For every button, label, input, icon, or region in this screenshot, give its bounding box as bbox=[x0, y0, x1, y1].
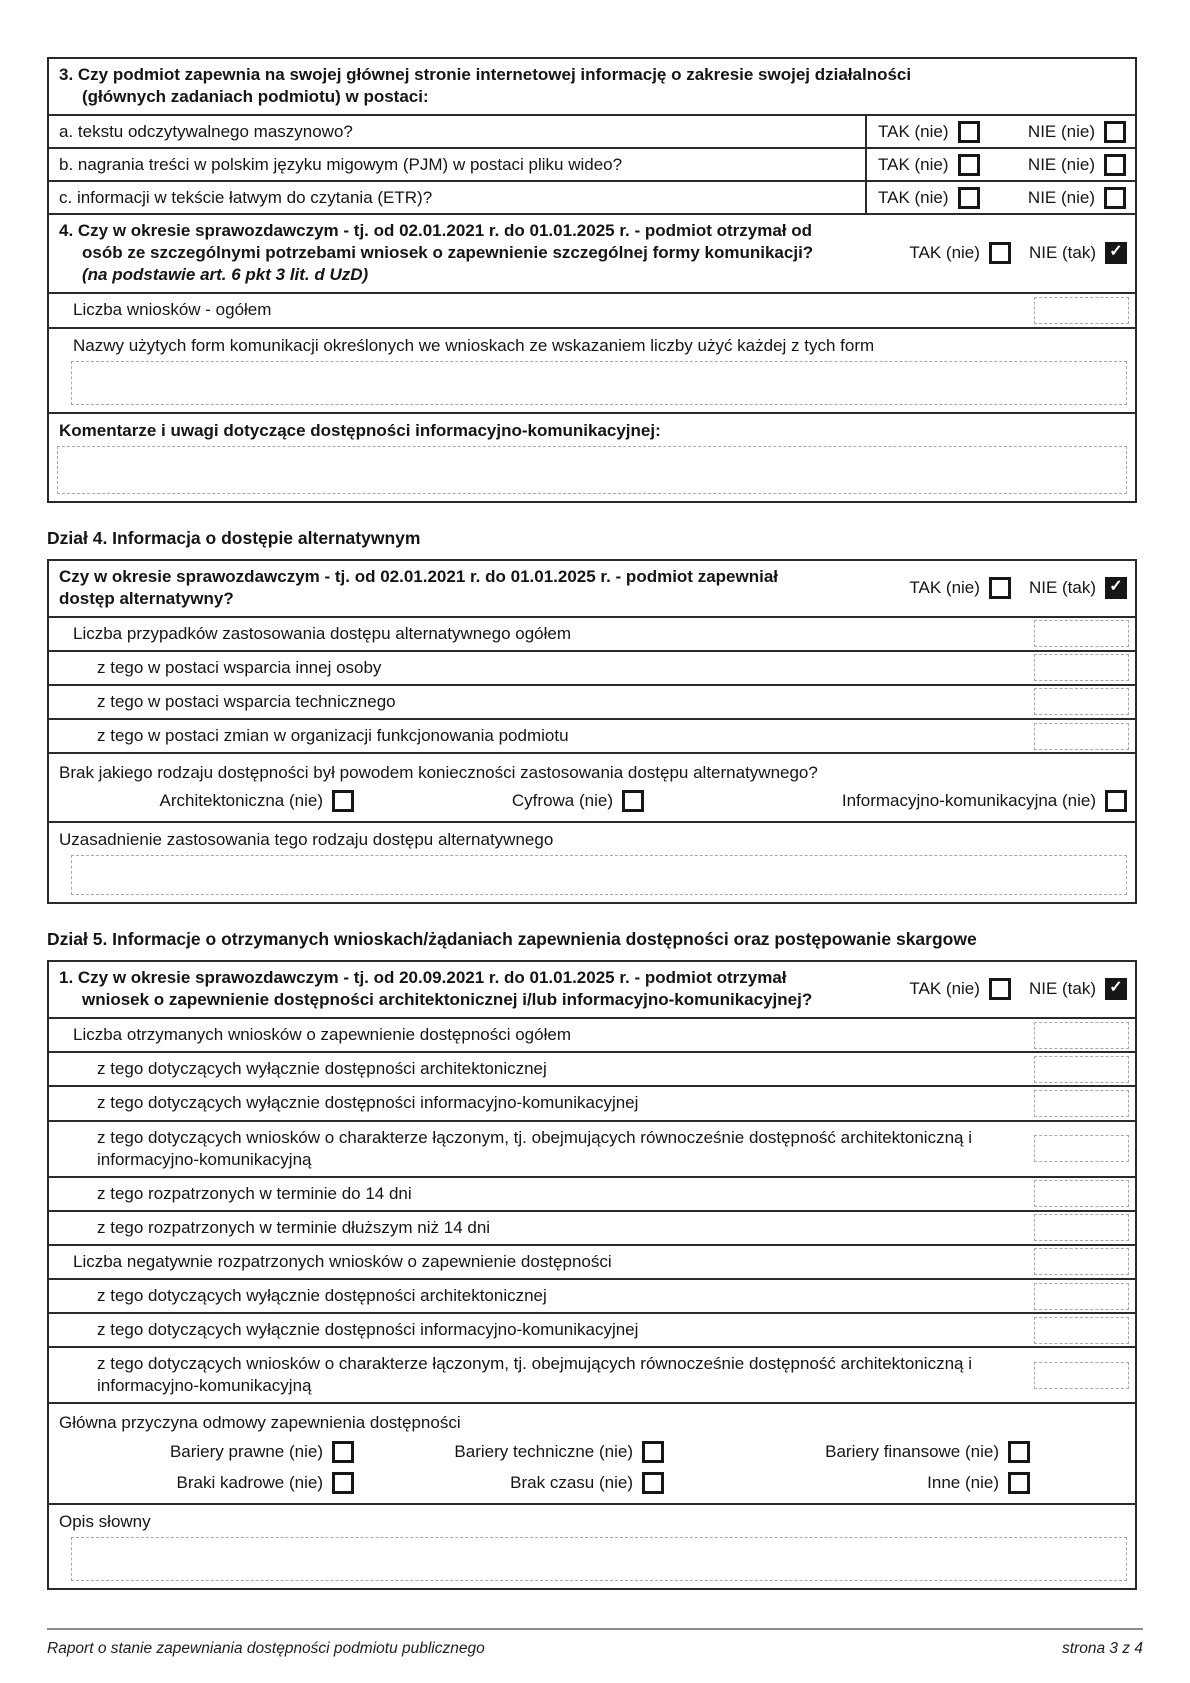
dzial-5-heading: Dział 5. Informacje o otrzymanych wnioskach/żądaniach zapewnienia dostępności oraz postępowanie skargowe bbox=[47, 929, 977, 950]
checkbox-inne[interactable] bbox=[1008, 1472, 1030, 1494]
nie-label: NIE (nie) bbox=[1027, 121, 1095, 141]
komentarze-label: Komentarze i uwagi dotyczące dostępności informacyjno-komunikacyjnej: bbox=[59, 420, 661, 440]
checkbox-4-tak[interactable] bbox=[989, 242, 1011, 264]
d5-row-8 bbox=[49, 1312, 1135, 1346]
nie-label: NIE (nie) bbox=[1027, 187, 1095, 207]
question-4-answer bbox=[839, 242, 1127, 264]
question-3b-row bbox=[49, 147, 1135, 180]
nie-label: NIE (tak) bbox=[1028, 577, 1096, 597]
question-3c-label: c. informacji w tekście łatwym do czytania (ETR)? bbox=[59, 187, 433, 207]
input-d5-row-5[interactable] bbox=[1034, 1214, 1129, 1241]
check-icon: ✓ bbox=[1109, 979, 1123, 997]
question-3b-label: b. nagrania treści w polskim języku migowym (PJM) w postaci pliku wideo? bbox=[59, 154, 623, 174]
reason-option bbox=[354, 790, 644, 812]
checkbox-3a-nie[interactable] bbox=[1104, 121, 1126, 143]
d4-row-label: z tego w postaci wsparcia innej osoby bbox=[97, 657, 382, 677]
d4-reason-row bbox=[49, 752, 1135, 821]
d5-row-label: z tego dotyczących wyłącznie dostępności informacyjno-komunikacyjnej bbox=[97, 1093, 639, 1113]
checkbox-3b-tak[interactable] bbox=[958, 154, 980, 176]
checkbox-d5-tak[interactable] bbox=[989, 978, 1011, 1000]
answer-tak-group bbox=[909, 242, 1011, 264]
d5-refusal-label: Główna przyczyna odmowy zapewnienia dostępności bbox=[59, 1413, 461, 1433]
nie-label: NIE (tak) bbox=[1028, 243, 1096, 263]
tak-label: TAK (nie) bbox=[909, 577, 980, 597]
input-d5-row-1[interactable] bbox=[1034, 1056, 1129, 1083]
question-3a-row bbox=[49, 114, 1135, 147]
question-3b-answer bbox=[865, 149, 1135, 180]
dzial-4-heading: Dział 4. Informacja o dostępie alternatywnym bbox=[47, 527, 421, 548]
reason-option bbox=[644, 790, 1127, 812]
nie-label: NIE (nie) bbox=[1027, 154, 1095, 174]
input-liczba-przypadkow[interactable] bbox=[1034, 620, 1129, 647]
d5-refusal-options bbox=[49, 1439, 1135, 1494]
d5-opis-row bbox=[49, 1503, 1135, 1588]
input-opis-slowny[interactable] bbox=[71, 1537, 1127, 1581]
dzial-5-question-row bbox=[49, 962, 1135, 1017]
input-nazwy-form[interactable] bbox=[71, 361, 1127, 405]
dzial-4-answer bbox=[839, 577, 1127, 599]
footer-document-title: Raport o stanie zapewniania dostępności podmiotu publicznego bbox=[47, 1640, 485, 1657]
question-3c-answer bbox=[865, 182, 1135, 213]
d4-uzasadnienie-label: Uzasadnienie zastosowania tego rodzaju dostępu alternatywnego bbox=[59, 830, 554, 850]
d5-row-label: z tego rozpatrzonych w terminie dłuższym niż 14 dni bbox=[97, 1217, 491, 1237]
checkbox-3a-tak[interactable] bbox=[958, 121, 980, 143]
input-wsparcie-innej-osoby[interactable] bbox=[1034, 654, 1129, 681]
option-label: Bariery finansowe (nie) bbox=[825, 1441, 999, 1461]
refusal-option bbox=[354, 1472, 664, 1494]
section-3-4-table bbox=[47, 57, 1137, 503]
checkbox-bariery-prawne[interactable] bbox=[332, 1441, 354, 1463]
answer-tak-group bbox=[878, 121, 980, 143]
question-3c-row bbox=[49, 180, 1135, 213]
option-label: Informacyjno-komunikacyjna (nie) bbox=[841, 791, 1096, 811]
d5-row-label: Liczba negatywnie rozpatrzonych wniosków o zapewnienie dostępności bbox=[73, 1251, 612, 1271]
input-uzasadnienie[interactable] bbox=[71, 855, 1127, 895]
nazwy-form-row bbox=[49, 327, 1135, 412]
d5-row-label: z tego dotyczących wyłącznie dostępności architektonicznej bbox=[97, 1059, 547, 1079]
checkbox-d4-tak[interactable] bbox=[989, 577, 1011, 599]
input-d5-row-3[interactable] bbox=[1034, 1135, 1129, 1162]
checkbox-brak-czasu[interactable] bbox=[642, 1472, 664, 1494]
tak-label: TAK (nie) bbox=[878, 187, 949, 207]
checkbox-informacyjno-komunikacyjna[interactable] bbox=[1105, 790, 1127, 812]
question-4-text bbox=[59, 220, 831, 286]
refusal-option bbox=[354, 1441, 664, 1463]
checkbox-3c-tak[interactable] bbox=[958, 187, 980, 209]
komentarze-row bbox=[49, 412, 1135, 501]
page-content bbox=[47, 57, 1137, 1590]
input-d5-row-8[interactable] bbox=[1034, 1317, 1129, 1344]
question-3-text: 3. Czy podmiot zapewnia na swojej głównej stronie internetowej informację o zakresie swojej działalności (głównych zadaniach podmiotu) w postaci: bbox=[59, 65, 912, 107]
d4-uzasadnienie-row bbox=[49, 821, 1135, 902]
d5-row-label: z tego dotyczących wyłącznie dostępności informacyjno-komunikacyjnej bbox=[97, 1320, 639, 1340]
d5-row-1 bbox=[49, 1051, 1135, 1085]
option-label: Bariery prawne (nie) bbox=[169, 1441, 323, 1461]
answer-nie-group bbox=[1028, 187, 1126, 209]
d5-row-5 bbox=[49, 1210, 1135, 1244]
input-d5-row-6[interactable] bbox=[1034, 1248, 1129, 1275]
d5-row-label: Liczba otrzymanych wniosków o zapewnienie dostępności ogółem bbox=[73, 1025, 571, 1045]
input-liczba-wnioskow[interactable] bbox=[1034, 297, 1129, 324]
answer-nie-group bbox=[1029, 978, 1127, 1000]
d5-row-2 bbox=[49, 1085, 1135, 1119]
answer-tak-group bbox=[878, 154, 980, 176]
d5-row-9 bbox=[49, 1346, 1135, 1402]
d4-reason-options bbox=[49, 788, 1135, 812]
d4-row-ogolem bbox=[49, 616, 1135, 650]
input-d5-row-4[interactable] bbox=[1034, 1180, 1129, 1207]
input-d5-row-2[interactable] bbox=[1034, 1090, 1129, 1117]
refusal-option bbox=[664, 1441, 1030, 1463]
checkbox-d5-nie[interactable] bbox=[1105, 978, 1127, 1000]
d4-row-wsparcie-techniczne bbox=[49, 684, 1135, 718]
checkbox-braki-kadrowe[interactable] bbox=[332, 1472, 354, 1494]
reason-option bbox=[49, 790, 354, 812]
refusal-option bbox=[49, 1472, 354, 1494]
checkbox-3c-nie[interactable] bbox=[1104, 187, 1126, 209]
d5-row-0 bbox=[49, 1017, 1135, 1051]
footer-page-number: strona 3 z 4 bbox=[1062, 1640, 1143, 1657]
option-label: Inne (nie) bbox=[927, 1472, 999, 1492]
check-icon: ✓ bbox=[1109, 577, 1123, 595]
question-4-note: (na podstawie art. 6 pkt 3 lit. d UzD) bbox=[82, 265, 369, 285]
option-label: Cyfrowa (nie) bbox=[511, 791, 613, 811]
d5-row-6 bbox=[49, 1244, 1135, 1278]
refusal-option bbox=[49, 1441, 354, 1463]
liczba-wnioskow-label: Liczba wniosków - ogółem bbox=[73, 300, 272, 320]
checkbox-bariery-techniczne[interactable] bbox=[642, 1441, 664, 1463]
answer-nie-group bbox=[1028, 154, 1126, 176]
tak-label: TAK (nie) bbox=[909, 979, 980, 999]
d5-row-label: z tego dotyczących wniosków o charakterze łączonym, tj. obejmujących równocześnie dostępność architektoniczną i informacyjno-komunikacyjną bbox=[97, 1354, 972, 1396]
question-3-row bbox=[49, 59, 1135, 114]
input-zmiany-organizacji[interactable] bbox=[1034, 723, 1129, 750]
question-3a-answer bbox=[865, 116, 1135, 147]
option-label: Brak czasu (nie) bbox=[510, 1472, 633, 1492]
dzial-5-answer bbox=[839, 978, 1127, 1000]
d5-opis-label: Opis słowny bbox=[59, 1511, 151, 1531]
dzial-4-question-text: Czy w okresie sprawozdawczym - tj. od 02.01.2021 r. do 01.01.2025 r. - podmiot zapewniał dostęp alternatywny? bbox=[59, 566, 778, 608]
checkbox-4-nie[interactable] bbox=[1105, 242, 1127, 264]
input-d5-row-0[interactable] bbox=[1034, 1022, 1129, 1049]
nie-label: NIE (tak) bbox=[1028, 979, 1096, 999]
tak-label: TAK (nie) bbox=[909, 243, 980, 263]
option-label: Architektoniczna (nie) bbox=[159, 791, 323, 811]
checkbox-cyfrowa[interactable] bbox=[622, 790, 644, 812]
answer-nie-group bbox=[1029, 242, 1127, 264]
answer-tak-group bbox=[909, 577, 1011, 599]
tak-label: TAK (nie) bbox=[878, 154, 949, 174]
d4-row-label: Liczba przypadków zastosowania dostępu alternatywnego ogółem bbox=[73, 623, 572, 643]
input-wsparcie-techniczne[interactable] bbox=[1034, 688, 1129, 715]
checkbox-d4-nie[interactable] bbox=[1105, 577, 1127, 599]
tak-label: TAK (nie) bbox=[878, 121, 949, 141]
d5-row-7 bbox=[49, 1278, 1135, 1312]
answer-tak-group bbox=[878, 187, 980, 209]
question-4-row bbox=[49, 213, 1135, 292]
dzial-4-table bbox=[47, 559, 1137, 905]
d5-row-3 bbox=[49, 1120, 1135, 1176]
liczba-wnioskow-row bbox=[49, 292, 1135, 326]
d5-row-4 bbox=[49, 1176, 1135, 1210]
input-komentarze[interactable] bbox=[57, 446, 1127, 494]
d4-row-label: z tego w postaci wsparcia technicznego bbox=[97, 691, 396, 711]
question-3a-label: a. tekstu odczytywalnego maszynowo? bbox=[59, 121, 353, 141]
question-4-main: 4. Czy w okresie sprawozdawczym - tj. od 02.01.2021 r. do 01.01.2025 r. - podmiot otrzymał od osób ze szczególnymi potrzebami wniosek o zapewnienie szczególnej formy komunikacji? bbox=[59, 221, 814, 263]
d4-row-wsparcie-osoby bbox=[49, 650, 1135, 684]
d5-row-label: z tego dotyczących wyłącznie dostępności architektonicznej bbox=[97, 1286, 547, 1306]
check-icon: ✓ bbox=[1109, 243, 1123, 261]
d5-row-label: z tego rozpatrzonych w terminie do 14 dni bbox=[97, 1183, 412, 1203]
checkbox-bariery-finansowe[interactable] bbox=[1008, 1441, 1030, 1463]
dzial-5-question-text: 1. Czy w okresie sprawozdawczym - tj. od 20.09.2021 r. do 01.01.2025 r. - podmiot otrzymał wniosek o zapewnienie dostępności architektonicznej i/lub informacyjno-komunikacyjnej? bbox=[59, 968, 813, 1010]
refusal-option bbox=[664, 1472, 1030, 1494]
d4-reason-question: Brak jakiego rodzaju dostępności był powodem konieczności zastosowania dostępu alternatywnego? bbox=[59, 763, 818, 783]
dzial-4-question-row bbox=[49, 561, 1135, 616]
d4-row-zmiany-organizacji bbox=[49, 718, 1135, 752]
page-footer bbox=[47, 1628, 1143, 1659]
answer-nie-group bbox=[1029, 577, 1127, 599]
answer-nie-group bbox=[1028, 121, 1126, 143]
d4-row-label: z tego w postaci zmian w organizacji funkcjonowania podmiotu bbox=[97, 725, 569, 745]
checkbox-architektoniczna[interactable] bbox=[332, 790, 354, 812]
answer-tak-group bbox=[909, 978, 1011, 1000]
input-d5-row-9[interactable] bbox=[1034, 1362, 1129, 1389]
d5-refusal-row bbox=[49, 1402, 1135, 1502]
nazwy-form-label: Nazwy użytych form komunikacji określonych we wnioskach ze wskazaniem liczby użyć każdej z tych form bbox=[73, 335, 875, 355]
dzial-5-table bbox=[47, 960, 1137, 1590]
checkbox-3b-nie[interactable] bbox=[1104, 154, 1126, 176]
input-d5-row-7[interactable] bbox=[1034, 1283, 1129, 1310]
option-label: Bariery techniczne (nie) bbox=[454, 1441, 633, 1461]
option-label: Braki kadrowe (nie) bbox=[176, 1472, 323, 1492]
d5-row-label: z tego dotyczących wniosków o charakterze łączonym, tj. obejmujących równocześnie dostępność architektoniczną i informacyjno-komunikacyjną bbox=[97, 1127, 972, 1169]
